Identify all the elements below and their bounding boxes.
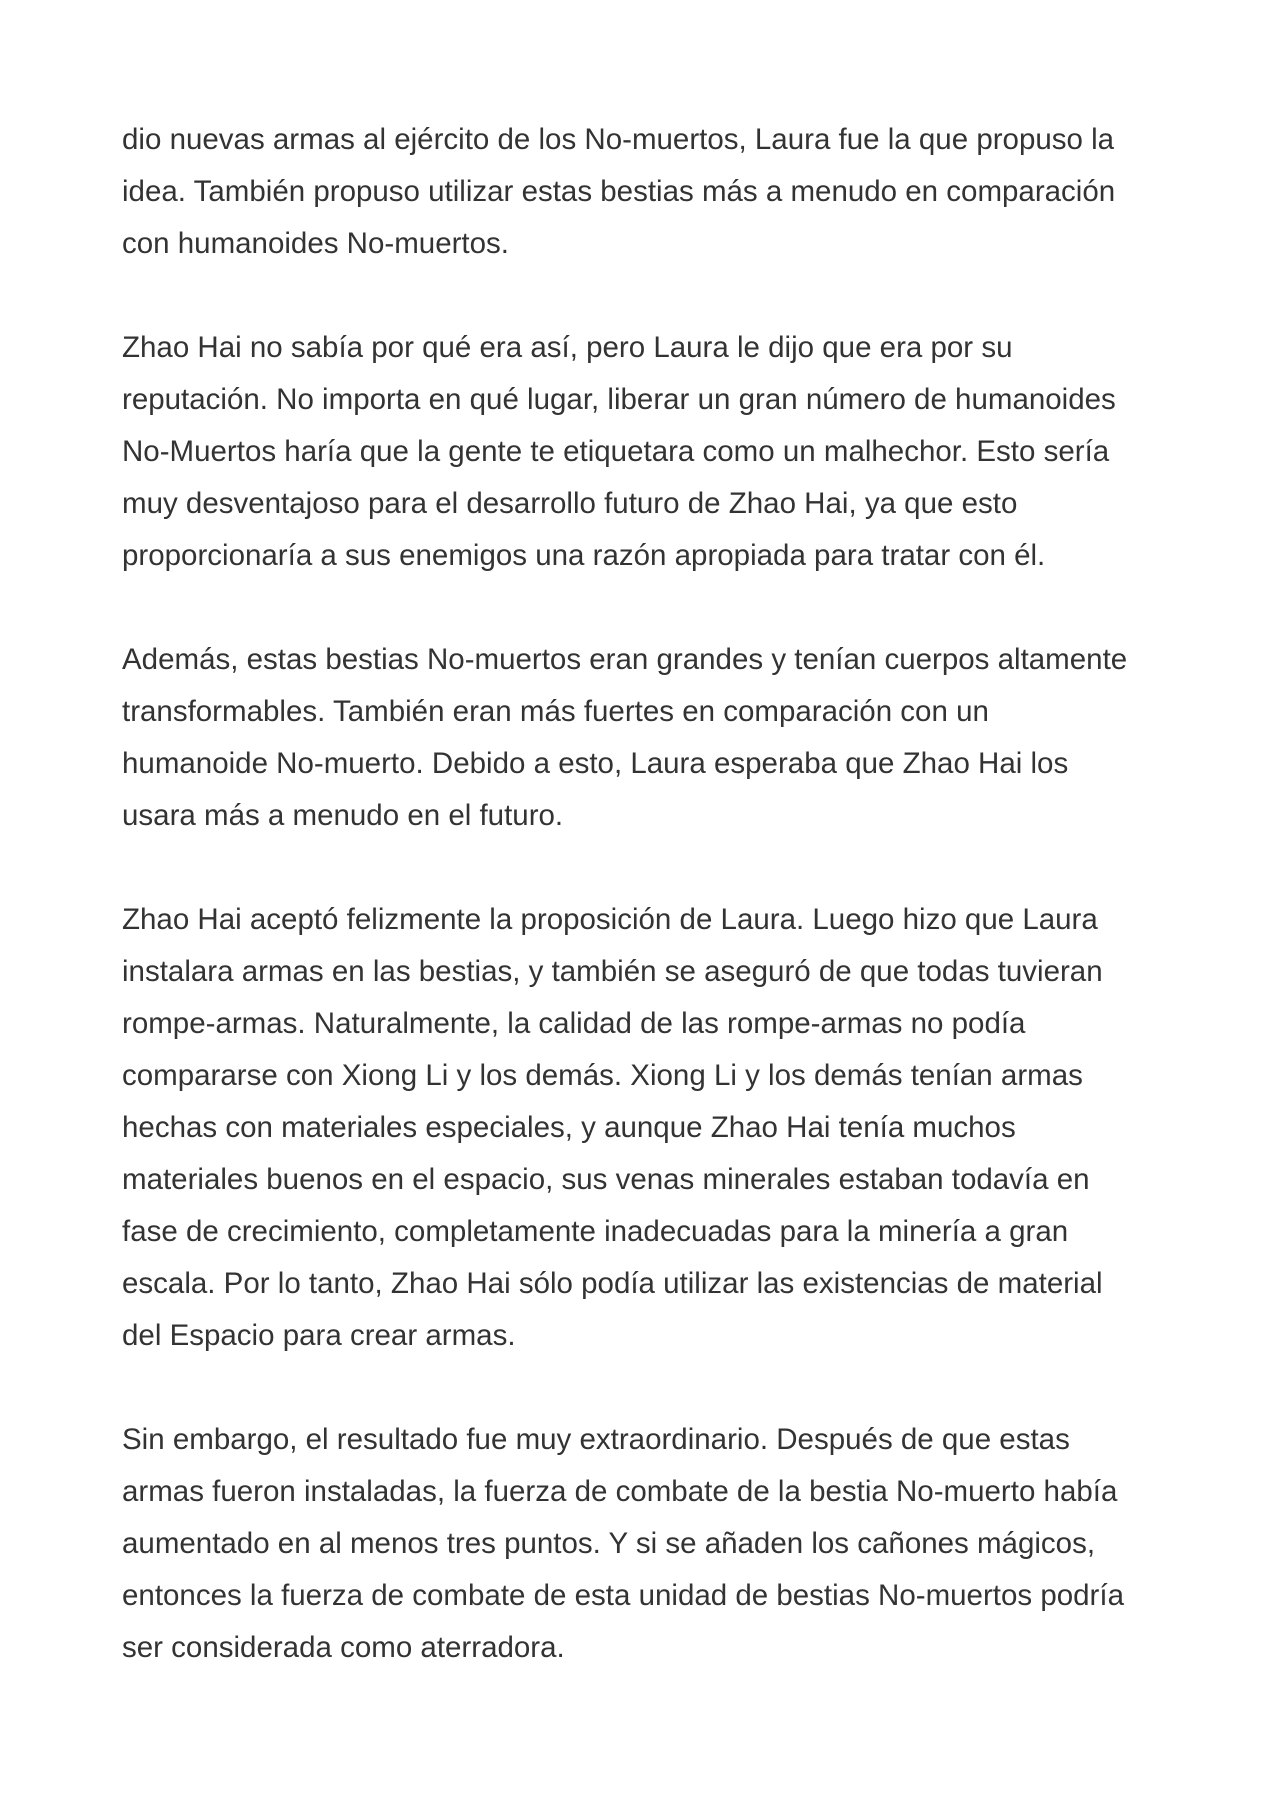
paragraph-1: dio nuevas armas al ejército de los No-muertos, Laura fue la que propuso la idea. También propuso utilizar estas bestias más a menudo en comparación con humanoides No-muertos. — [122, 123, 1116, 260]
document-page — [122, 114, 1172, 1726]
paragraph-4: Zhao Hai aceptó felizmente la proposición de Laura. Luego hizo que Laura instalara armas en las bestias, y también se aseguró de que todas tuvieran rompe-armas. Naturalmente, la calidad de las rompe-armas no podía compararse con Xiong Li y los demás. Xiong Li y los demás tenían armas hechas con materiales especiales, y aunque Zhao Hai tenía muchos materiales buenos en el espacio, sus venas minerales estaban todavía en fase de crecimiento, completamente inadecuadas para la minería a gran escala. Por lo tanto, Zhao Hai sólo podía utilizar las existencias de material del Espacio para crear armas. — [122, 903, 1103, 1352]
paragraph-5: Sin embargo, el resultado fue muy extraordinario. Después de que estas armas fueron instaladas, la fuerza de combate de la bestia No-muerto había aumentado en al menos tres puntos. Y si se añaden los cañones mágicos, entonces la fuerza de combate de esta unidad de bestias No-muertos podría ser considerada como aterradora. — [122, 1423, 1124, 1664]
paragraph-3: Además, estas bestias No-muertos eran grandes y tenían cuerpos altamente transformables. También eran más fuertes en comparación con un humanoide No-muerto. Debido a esto, Laura esperaba que Zhao Hai los usara más a menudo en el futuro. — [122, 643, 1128, 832]
paragraph-2: Zhao Hai no sabía por qué era así, pero Laura le dijo que era por su reputación. No importa en qué lugar, liberar un gran número de humanoides No-Muertos haría que la gente te etiquetara como un malhechor. Esto sería muy desventajoso para el desarrollo futuro de Zhao Hai, ya que esto proporcionaría a sus enemigos una razón apropiada para tratar con él. — [122, 331, 1116, 572]
